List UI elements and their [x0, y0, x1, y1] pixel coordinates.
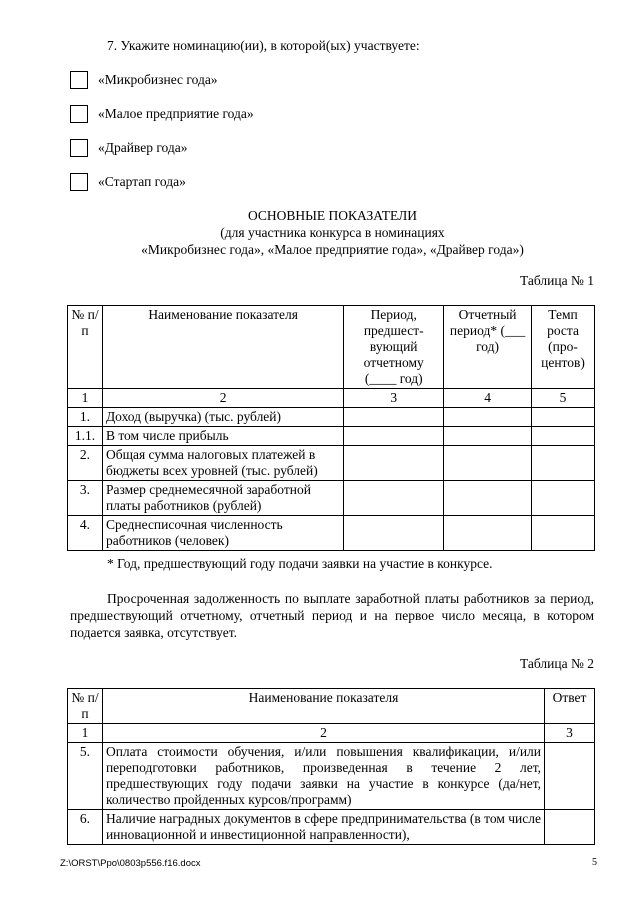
value-cell[interactable]: [444, 516, 532, 551]
header-no: № п/п: [68, 689, 103, 724]
checkbox-microbusiness[interactable]: [70, 71, 88, 89]
value-cell[interactable]: [344, 408, 444, 427]
col-number: 4: [444, 389, 532, 408]
row-indicator-name: Доход (выручка) (тыс. рублей): [102, 408, 343, 427]
row-number: 4.: [68, 516, 103, 551]
col-number: 1: [68, 389, 103, 408]
row-number: 2.: [68, 446, 103, 481]
value-cell[interactable]: [444, 427, 532, 446]
nomination-option-microbusiness[interactable]: [70, 70, 218, 90]
checkbox-startup[interactable]: [70, 173, 88, 191]
option-label: «Микробизнес года»: [98, 72, 218, 87]
option-label: «Драйвер года»: [98, 140, 188, 155]
table-column-numbers-row: [68, 724, 595, 743]
question-7-text: 7. Укажите номинацию(ии), в которой(ых) участвуете:: [107, 38, 420, 53]
col-number: 2: [102, 389, 343, 408]
value-cell[interactable]: [344, 516, 444, 551]
table-row: [68, 743, 595, 810]
table-header-row: [68, 306, 595, 389]
table-row: [68, 408, 595, 427]
table-row: [68, 516, 595, 551]
checkbox-driver[interactable]: [70, 139, 88, 157]
indicators-table-2: [67, 688, 595, 845]
footnote: * Год, предшествующий году подачи заявки на участие в конкурсе.: [107, 556, 493, 571]
nomination-option-startup[interactable]: [70, 172, 186, 192]
value-cell[interactable]: [344, 446, 444, 481]
heading-subtitle-2: «Микробизнес года», «Малое предприятие года», «Драйвер года»): [141, 242, 524, 257]
heading-subtitle-1: (для участника конкурса в номинациях: [220, 225, 445, 240]
row-number: 1.1.: [68, 427, 103, 446]
row-indicator-name: Среднесписочная численность работников (человек): [102, 516, 343, 551]
value-cell[interactable]: [444, 408, 532, 427]
table-column-numbers-row: [68, 389, 595, 408]
header-name: Наименование показателя: [102, 689, 544, 724]
col-number: 2: [102, 724, 544, 743]
nomination-option-small-enterprise[interactable]: [70, 104, 254, 124]
row-indicator-name: Размер среднемесячной заработной платы работников (рублей): [102, 481, 343, 516]
table-1-label: Таблица № 1: [520, 273, 594, 288]
value-cell[interactable]: [532, 481, 595, 516]
value-cell[interactable]: [532, 427, 595, 446]
col-number: 5: [532, 389, 595, 408]
section-heading: [60, 207, 605, 258]
row-indicator-name: Оплата стоимости обучения, и/или повышения квалификации, и/или переподготовки работников, произведенная в течение 2 лет, предшествующих году подачи заявки на участие в конкурсе (да/нет, количество пройденных курсов/программ): [102, 743, 544, 810]
wage-arrears-statement: Просроченная задолженность по выплате заработной платы работников за период, предшествующий отчетному, отчетный период и на первое число месяца, в котором подается заявка, отсутствует.: [70, 591, 594, 640]
value-cell[interactable]: [444, 446, 532, 481]
row-number: 6.: [68, 810, 103, 845]
row-number: 3.: [68, 481, 103, 516]
value-cell[interactable]: [344, 427, 444, 446]
table-row: [68, 810, 595, 845]
row-number: 5.: [68, 743, 103, 810]
table-row: [68, 446, 595, 481]
header-growth-rate: Темп роста (про-центов): [532, 306, 595, 389]
header-name: Наименование показателя: [102, 306, 343, 389]
table-row: [68, 427, 595, 446]
value-cell[interactable]: [532, 408, 595, 427]
table-row: [68, 481, 595, 516]
indicators-table-1: [67, 305, 595, 551]
page-number: 5: [592, 857, 597, 868]
heading-title: ОСНОВНЫЕ ПОКАЗАТЕЛИ: [247, 208, 418, 223]
nomination-option-driver[interactable]: [70, 138, 188, 158]
col-number: 3: [344, 389, 444, 408]
option-label: «Стартап года»: [98, 174, 186, 189]
col-number: 3: [545, 724, 595, 743]
value-cell[interactable]: [532, 516, 595, 551]
table-header-row: [68, 689, 595, 724]
header-report-period: Отчетный период* (___ год): [444, 306, 532, 389]
header-answer: Ответ: [545, 689, 595, 724]
document-path: Z:\ORST\Ppo\0803p556.f16.docx: [60, 858, 201, 869]
value-cell[interactable]: [444, 481, 532, 516]
row-indicator-name: Наличие наградных документов в сфере предпринимательства (в том числе инновационной и инвестиционной направленности),: [102, 810, 544, 845]
value-cell[interactable]: [344, 481, 444, 516]
row-indicator-name: Общая сумма налоговых платежей в бюджеты всех уровней (тыс. рублей): [102, 446, 343, 481]
answer-cell[interactable]: [545, 743, 595, 810]
row-number: 1.: [68, 408, 103, 427]
table-2-label: Таблица № 2: [520, 656, 594, 671]
value-cell[interactable]: [532, 446, 595, 481]
row-indicator-name: В том числе прибыль: [102, 427, 343, 446]
checkbox-small-enterprise[interactable]: [70, 105, 88, 123]
header-prev-period: Период, предшест-вующий отчетному (____ год): [344, 306, 444, 389]
option-label: «Малое предприятие года»: [98, 106, 254, 121]
answer-cell[interactable]: [545, 810, 595, 845]
col-number: 1: [68, 724, 103, 743]
header-no: № п/п: [68, 306, 103, 389]
